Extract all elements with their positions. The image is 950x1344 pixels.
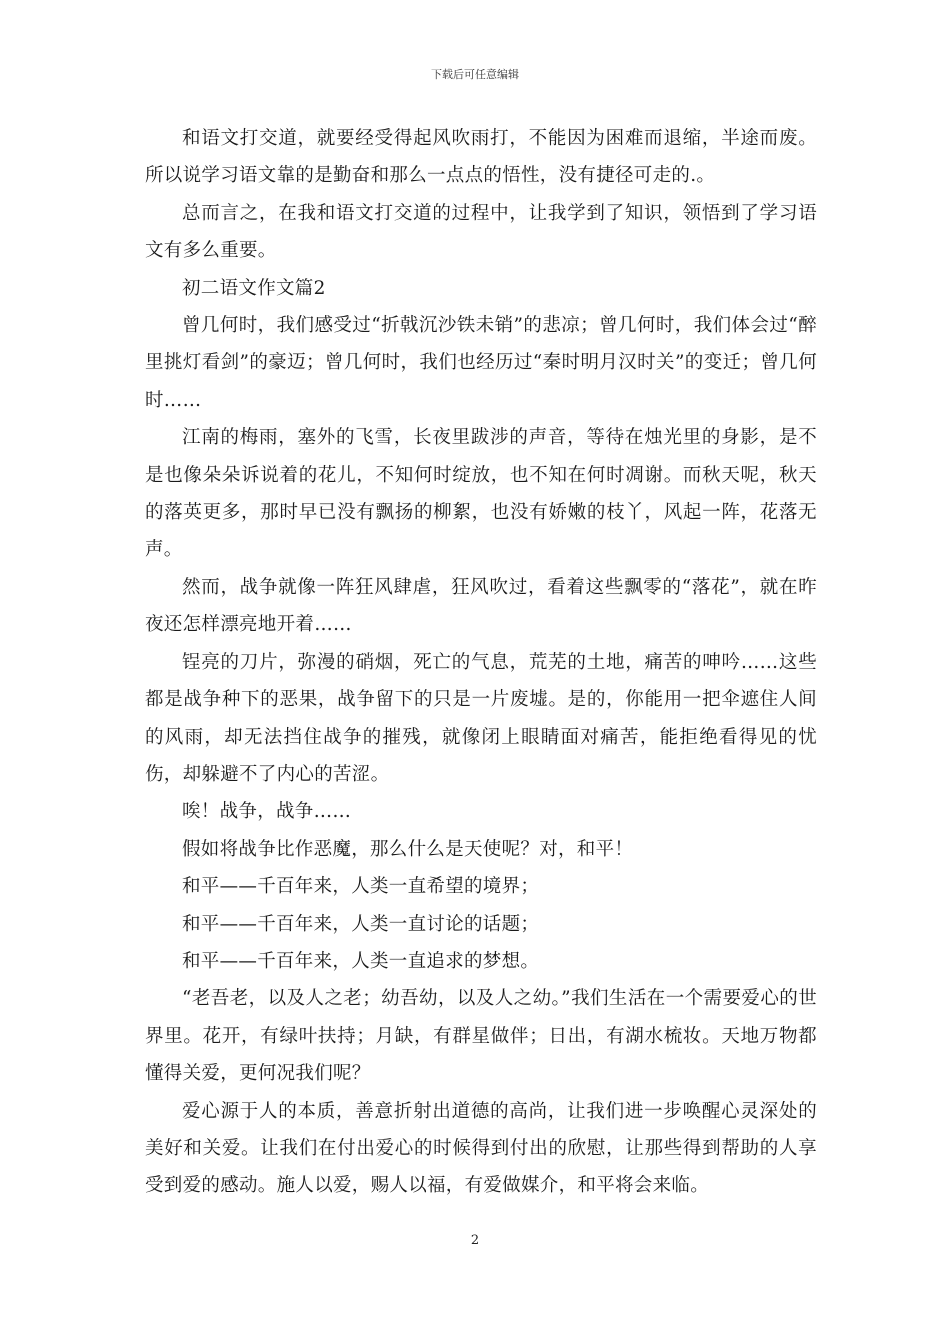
page-number: 2 [470,1233,480,1248]
document-body [145,120,817,1205]
paragraph: 江南的梅雨，塞外的飞雪，长夜里跋涉的声音，等待在烛光里的身影，是不是也像朵朵诉说着的花儿，不知何时绽放，也不知在何时凋谢。而秋天呢，秋天的落英更多，那时早已没有飘扬的柳絮，也没有娇嫩的枝丫，风起一阵，花落无声。 [145,427,817,561]
paragraph: 和平——千百年来，人类一直追求的梦想。 [182,950,540,972]
paragraph: 爱心源于人的本质，善意折射出道德的高尚，让我们进一步唤醒心灵深处的美好和关爱。让我们在付出爱心的时候得到付出的欣慰，让那些得到帮助的人享受到爱的感动。施人以爱，赐人以福，有爱做媒介，和平将会来临。 [145,1100,817,1197]
paragraph-conclusion: 总而言之，在我和语文打交道的过程中，让我学到了知识，领悟到了学习语文有多么重要。 [145,202,817,262]
essay-title: 初二语文作文篇2 [182,277,326,299]
page-header: 下载后可任意编辑 [431,68,519,81]
paragraph: 假如将战争比作恶魔，那么什么是天使呢？对，和平！ [182,838,634,860]
paragraph: 锃亮的刀片，弥漫的硝烟，死亡的气息，荒芜的土地，痛苦的呻吟……这些都是战争种下的恶果，战争留下的只是一片废墟。是的，你能用一把伞遮住人间的风雨，却无法挡住战争的摧残，就像闭上眼睛面对痛苦，能拒绝看得见的忧伤，却躲避不了内心的苦涩。 [145,651,817,785]
paragraph: 和平——千百年来，人类一直讨论的话题； [182,913,540,935]
paragraph-continued: 和语文打交道，就要经受得起风吹雨打，不能因为困难而退缩，半途而废。所以说学习语文靠的是勤奋和那么一点点的悟性，没有捷径可走的.。 [145,128,817,187]
paragraph: 和平——千百年来，人类一直希望的境界； [182,876,540,898]
paragraph: 曾几何时，我们感受过“折戟沉沙铁未销”的悲凉；曾几何时，我们体会过“醉里挑灯看剑”的豪迈；曾几何时，我们也经历过“秦时明月汉时关”的变迁；曾几何时…… [145,315,817,411]
paragraph: 唉！战争，战争…… [182,801,352,823]
paragraph: 然而，战争就像一阵狂风肆虐，狂风吹过，看着这些飘零的“落花”，就在昨夜还怎样漂亮地开着…… [145,576,817,636]
paragraph: “老吾老，以及人之老；幼吾幼，以及人之幼。”我们生活在一个需要爱心的世界里。花开，有绿叶扶持；月缺，有群星做伴；日出，有湖水梳妆。天地万物都懂得关爱，更何况我们呢？ [145,988,817,1085]
